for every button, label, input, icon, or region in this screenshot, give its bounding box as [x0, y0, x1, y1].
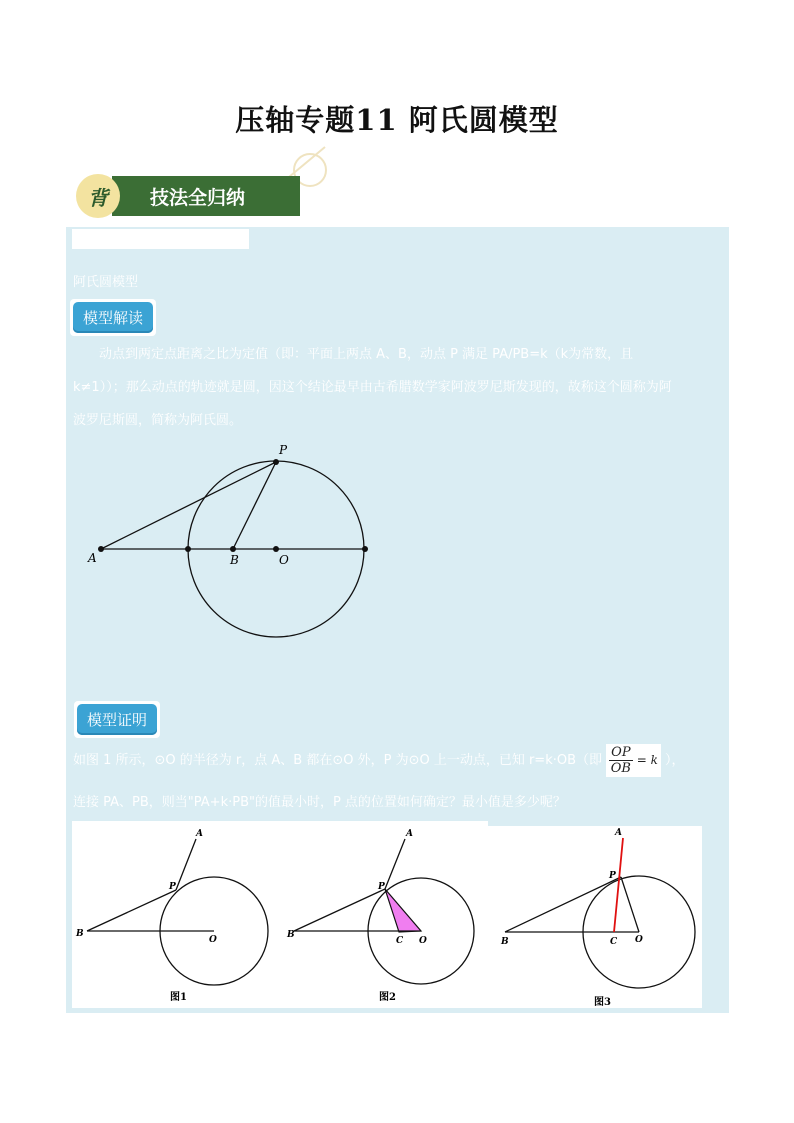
proof-button-wrap [74, 701, 160, 738]
point-o [273, 546, 279, 552]
label-a: A [88, 551, 97, 565]
figure-1 [72, 821, 277, 1008]
section-header-bar [112, 176, 300, 216]
panel-tab [72, 229, 249, 249]
proof-line-1-end: ）， [664, 753, 685, 768]
model-reading-button[interactable]: 模型解读 [73, 302, 153, 333]
section-label: 阿氏圆模型 [73, 275, 139, 290]
point-left-intersect [185, 546, 191, 552]
label-p: P [279, 443, 288, 457]
fig1-label-p: P [169, 882, 176, 892]
proof-line-2: 连接 PA、PB，则当"PA+k·PB"的值最小时，P 点的位置如何确定？最小值是多少呢？ [73, 795, 566, 810]
ratio-numerator: OP [611, 745, 631, 760]
fig1-caption: 图1 [170, 992, 187, 1003]
point-p [273, 459, 279, 465]
fig3-label-a: A [615, 828, 622, 838]
label-b: B [230, 553, 239, 567]
ratio-rhs: = k [636, 753, 658, 767]
fig2-label-p: P [378, 882, 385, 892]
figure-2 [283, 821, 488, 1008]
fig2-label-o: O [419, 936, 427, 946]
fig2-label-a: A [406, 829, 413, 839]
fig1-line-bp [87, 890, 176, 931]
fig3-label-c: C [610, 937, 618, 947]
fig1-label-b: B [76, 929, 84, 939]
apollonius-circle-diagram [80, 440, 380, 645]
fig3-label-p: P [609, 871, 616, 881]
fig3-line-bp [505, 877, 621, 932]
model-proof-button[interactable]: 模型证明 [77, 704, 157, 735]
proof-line-1-text: 如图 1 所示，⊙O 的半径为 r，点 A、B 都在⊙O 外，P 为⊙O 上一动点，已知 r=k·OB（即 [73, 753, 603, 768]
fig3-caption: 图3 [594, 997, 611, 1008]
fig2-label-c: C [396, 936, 404, 946]
reading-line-3: 波罗尼斯圆，简称为阿氏圆。 [73, 413, 243, 428]
label-o: O [279, 553, 289, 567]
badge-char: 背 [88, 185, 108, 210]
fig2-caption: 图2 [379, 992, 396, 1003]
fig1-label-o: O [209, 935, 217, 945]
section-header-label: 技法全归纳 [150, 186, 246, 209]
ratio-fraction [609, 745, 632, 776]
proof-line-1 [73, 744, 723, 777]
fig3-line-po [621, 877, 639, 932]
fig3-red-line-ac [614, 838, 623, 932]
segment-pb [233, 462, 276, 549]
ratio-formula [606, 744, 661, 777]
fig3-label-o: O [635, 935, 643, 945]
fig2-line-bp [294, 889, 385, 931]
page-title: 压轴专题11 阿氏圆模型 [235, 103, 559, 137]
ratio-denominator: OB [610, 761, 631, 776]
fig1-label-a: A [196, 829, 203, 839]
point-right-intersect [362, 546, 368, 552]
reading-line-1: 动点到两定点距离之比为定值（即：平面上两点 A、B，动点 P 满足 PA/PB=k（k为常数，且 [99, 347, 634, 362]
point-b [230, 546, 236, 552]
point-a [98, 546, 104, 552]
fig2-triangle [385, 889, 421, 932]
figure-3 [487, 826, 702, 1008]
reading-button-wrap [70, 299, 156, 336]
reading-line-2: k≠1））；那么动点的轨迹就是圆，因这个结论最早由古希腊数学家阿波罗尼斯发现的，故称这个圆称为阿 [73, 380, 672, 395]
fig3-label-b: B [501, 937, 509, 947]
fig2-label-b: B [287, 930, 295, 940]
fig1-line-pa [176, 839, 196, 890]
section-header-badge [76, 174, 120, 218]
